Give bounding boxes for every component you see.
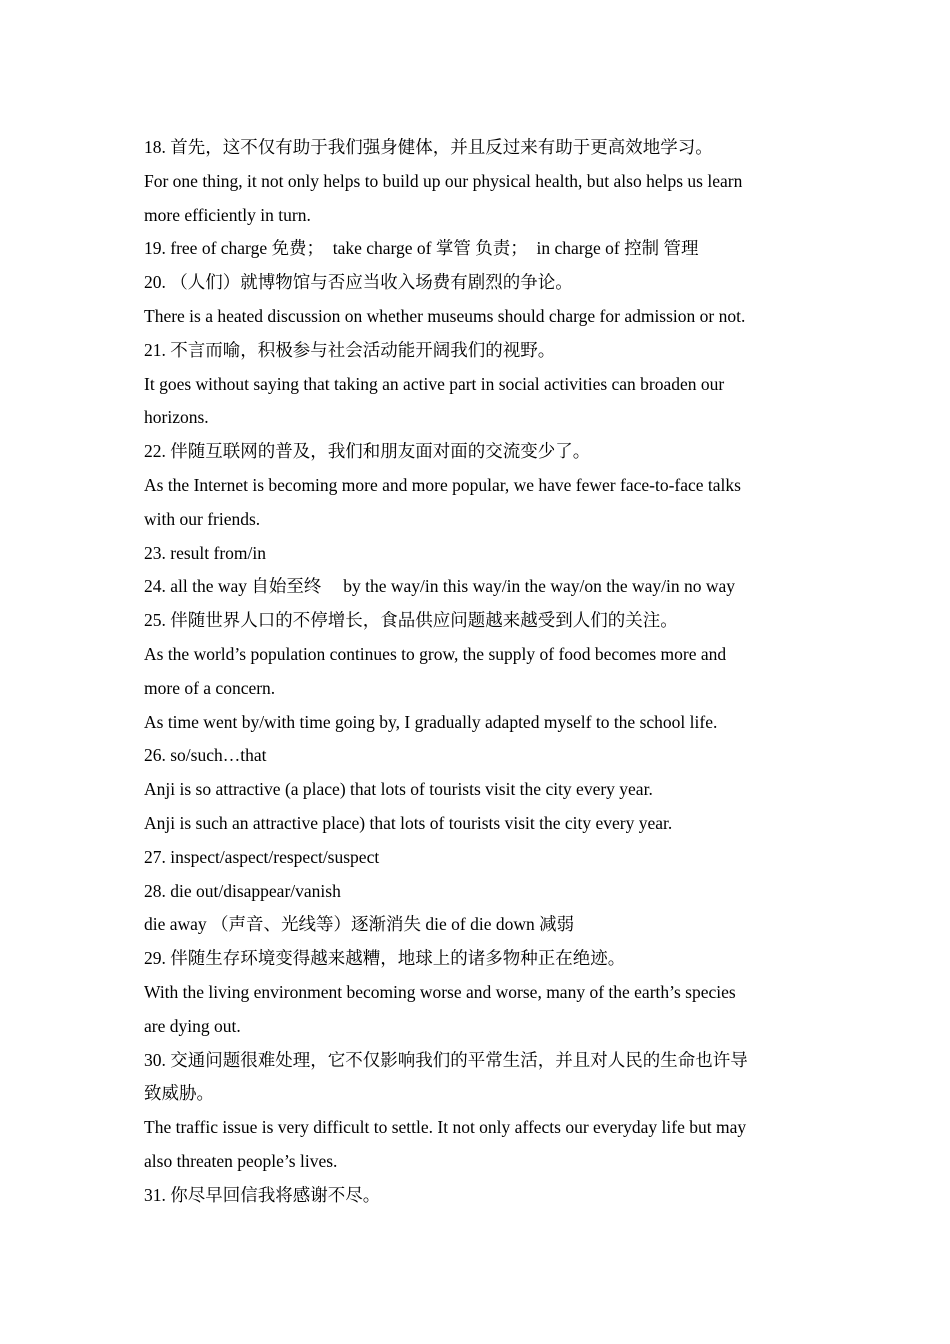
text-line: horizons. [144,407,209,428]
text-line: 22. 伴随互联网的普及，我们和朋友面对面的交流变少了。 [144,441,591,462]
text-line: There is a heated discussion on whether museums should charge for admission or not. [144,305,746,326]
document-body [144,131,814,1213]
text-line: 30. 交通问题很难处理，它不仅影响我们的平常生活，并且对人民的生命也许导 [144,1049,748,1070]
text-line: also threaten people’s lives. [144,1150,338,1171]
text-line: As time went by/with time going by, I gradually adapted myself to the school life. [144,711,718,732]
text-line: 26. so/such…that [144,745,267,766]
text-line: 21. 不言而喻，积极参与社会活动能开阔我们的视野。 [144,339,556,360]
text-line: Anji is such an attractive place) that lots of tourists visit the city every year. [144,812,673,833]
text-line: As the Internet is becoming more and more popular, we have fewer face-to-face talks [144,474,741,495]
text-line: are dying out. [144,1015,241,1036]
text-line: 27. inspect/aspect/respect/suspect [144,846,380,867]
text-line: It goes without saying that taking an active part in social activities can broaden our [144,373,725,394]
text-line: 18. 首先，这不仅有助于我们强身健体，并且反过来有助于更高效地学习。 [144,137,713,157]
text-line: with our friends. [144,508,261,529]
text-line: The traffic issue is very difficult to settle. It not only affects our everyday life but may [144,1117,747,1138]
text-line: more of a concern. [144,677,276,698]
text-line: With the living environment becoming worse and worse, many of the earth’s species [144,981,736,1002]
text-line: 31. 你尽早回信我将感谢不尽。 [144,1184,381,1205]
text-line: 23. result from/in [144,542,266,563]
text-line: 24. all the way 自始至终 by the way/in this way/in the way/on the way/in no way [144,576,736,597]
text-line: 25. 伴随世界人口的不停增长，食品供应问题越来越受到人们的关注。 [144,610,678,631]
text-line: die away （声音、光线等）逐渐消失 die of die down 减弱 [144,914,575,935]
text-line: more efficiently in turn. [144,204,311,225]
text-line: 28. die out/disappear/vanish [144,880,341,901]
text-line: 29. 伴随生存环境变得越来越糟，地球上的诸多物种正在绝迹。 [144,948,626,969]
text-line: 致威胁。 [144,1083,214,1104]
text-line: 20. （人们）就博物馆与否应当收入场费有剧烈的争论。 [144,272,573,293]
text-line: Anji is so attractive (a place) that lots of tourists visit the city every year. [144,779,653,800]
text-line: 19. free of charge 免费； take charge of 掌管 负责； in charge of 控制 管理 [144,238,699,259]
text-line: As the world’s population continues to grow, the supply of food becomes more and [144,643,727,664]
text-line: For one thing, it not only helps to build up our physical health, but also helps us learn [144,170,743,191]
